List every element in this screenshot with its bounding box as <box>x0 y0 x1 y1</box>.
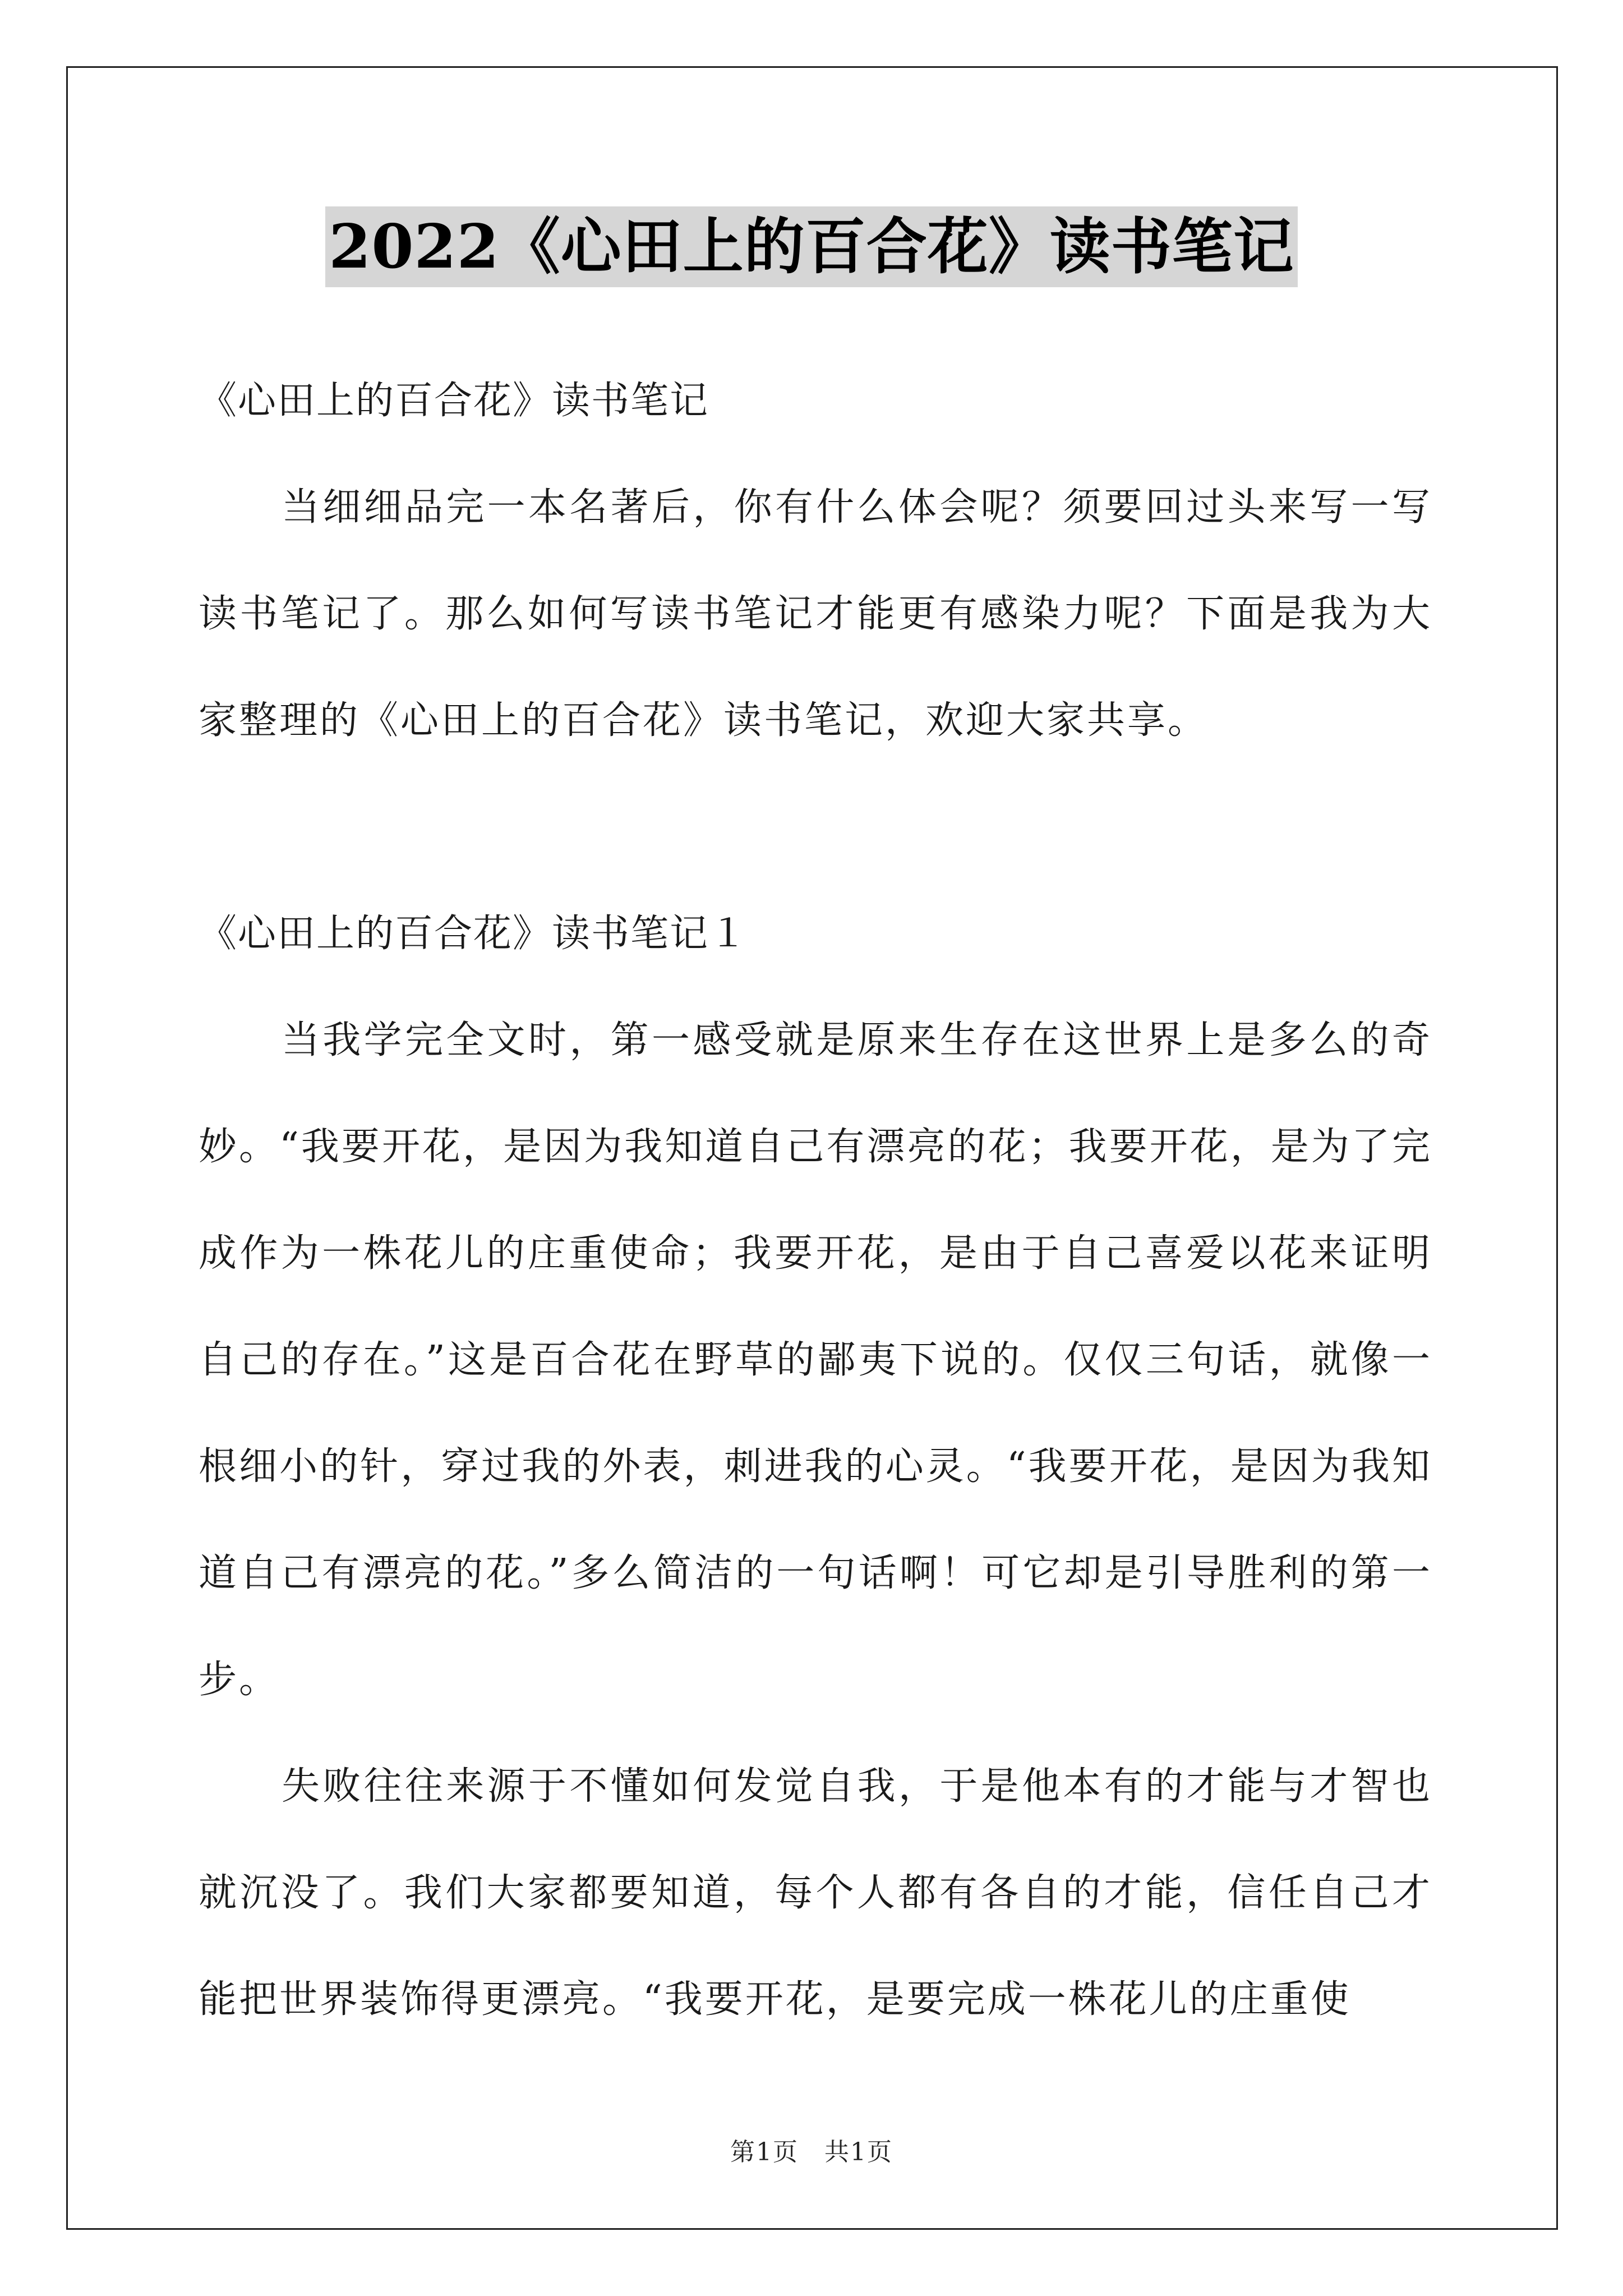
title-container <box>0 206 1623 287</box>
section-heading: 《心田上的百合花》读书笔记 <box>199 379 709 423</box>
intro-paragraph: 当细细品完一本名著后，你有什么体会呢？须要回过头来写一写读书笔记了。那么如何写读书笔记才能更有感染力呢？下面是我为大家整理的《心田上的百合花》读书笔记，欢迎大家共享。 <box>199 485 1432 743</box>
body-paragraph: 失败往往来源于不懂如何发觉自我，于是他本有的才能与才智也就沉没了。我们大家都要知道，每个人都有各自的才能，信任自己才能把世界装饰得更漂亮。“我要开花，是要完成一株花儿的庄重使 <box>199 1764 1432 2022</box>
page-footer: 第1页 共1页 <box>730 2138 893 2166</box>
paragraph-gap <box>199 774 1432 881</box>
section-heading-1: 《心田上的百合花》读书笔记１ <box>199 912 749 956</box>
body-paragraph: 当我学完全文时，第一感受就是原来生存在这世界上是多么的奇妙。“我要开花，是因为我知道自己有漂亮的花；我要开花，是为了完成作为一株花儿的庄重使命；我要开花，是由于自己喜爱以花来证明自己的存在。”这是百合花在野草的鄙夷下说的。仅仅三句话，就像一根细小的针，穿过我的外表，刺进我的心灵。“我要开花，是因为我知道自己有漂亮的花。”多么简洁的一句话啊！可它却是引导胜利的第一步。 <box>199 1018 1432 1702</box>
document-title: 2022《心田上的百合花》读书笔记 <box>325 206 1298 287</box>
document-body <box>199 348 1432 2053</box>
